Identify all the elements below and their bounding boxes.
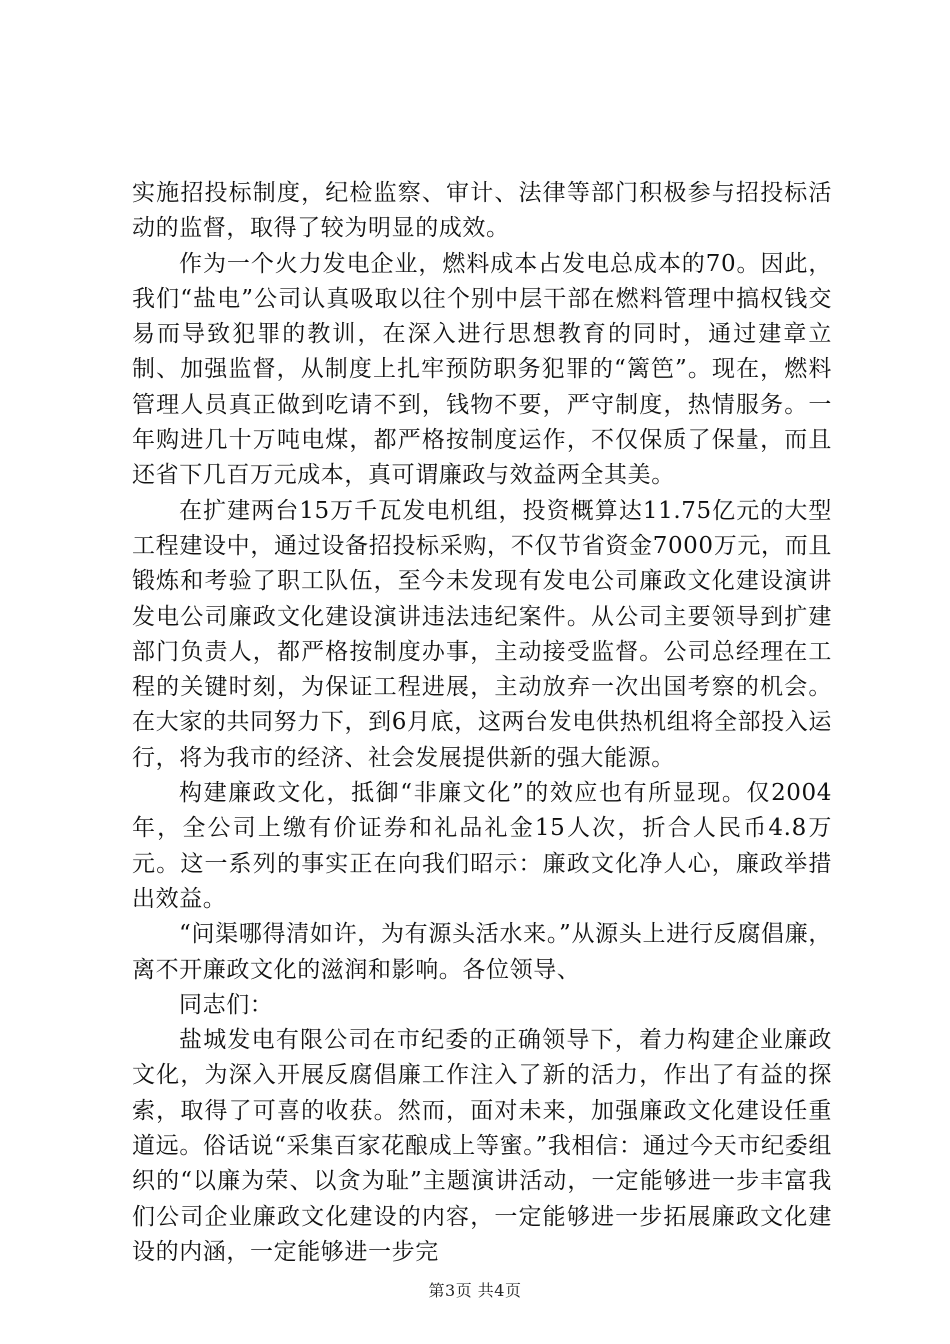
paragraph-7: 盐城发电有限公司在市纪委的正确领导下，着力构建企业廉政文化，为深入开展反腐倡廉工作注入了新的活力，作出了有益的探索，取得了可喜的收获。然而，面对未来，加强廉政文化建设任重道远。俗话说“采集百家花酿成上等蜜。”我相信：通过今天市纪委组织的“以廉为荣、以贪为耻”主题演讲活动，一定能够进一步丰富我们公司企业廉政文化建设的内容，一定能够进一步拓展廉政文化建设的内涵，一定能够进一步完 (132, 1027, 832, 1265)
paragraph-4: 构建廉政文化，抵御“非廉文化”的效应也有所显现。仅2004年，全公司上缴有价证券和礼品礼金15人次，折合人民币4.8万元。这一系列的事实正在向我们昭示：廉政文化净人心，廉政举措出效益。 (132, 780, 832, 912)
document-body (132, 176, 832, 1270)
paragraph-2: 作为一个火力发电企业，燃料成本占发电总成本的70。因此，我们“盐电”公司认真吸取以往个别中层干部在燃料管理中搞权钱交易而导致犯罪的教训，在深入进行思想教育的同时，通过建章立制、加强监督，从制度上扎牢预防职务犯罪的“篱笆”。现在，燃料管理人员真正做到吃请不到，钱物不要，严守制度，热情服务。一年购进几十万吨电煤，都严格按制度运作，不仅保质了保量，而且还省下几百万元成本，真可谓廉政与效益两全其美。 (132, 250, 832, 489)
paragraph-1: 实施招投标制度，纪检监察、审计、法律等部门积极参与招投标活动的监督，取得了较为明显的成效。 (132, 180, 832, 242)
paragraph-6: 同志们： (179, 991, 274, 1018)
paragraph-3: 在扩建两台15万千瓦发电机组，投资概算达11.75亿元的大型工程建设中，通过设备招投标采购，不仅节省资金7000万元，而且锻炼和考验了职工队伍，至今未发现有发电公司廉政文化建设演讲发电公司廉政文化建设演讲违法违纪案件。从公司主要领导到扩建部门负责人，都严格按制度办事，主动接受监督。公司总经理在工程的关键时刻，为保证工程进展，主动放弃一次出国考察的机会。在大家的共同努力下，到6月底，这两台发电供热机组将全部投入运行，将为我市的经济、社会发展提供新的强大能源。 (132, 497, 832, 771)
paragraph-5: “问渠哪得清如许，为有源头活水来。”从源头上进行反腐倡廉，离不开廉政文化的滋润和影响。各位领导、 (132, 921, 832, 983)
page-number-footer: 第3页 共4页 (428, 1281, 522, 1300)
